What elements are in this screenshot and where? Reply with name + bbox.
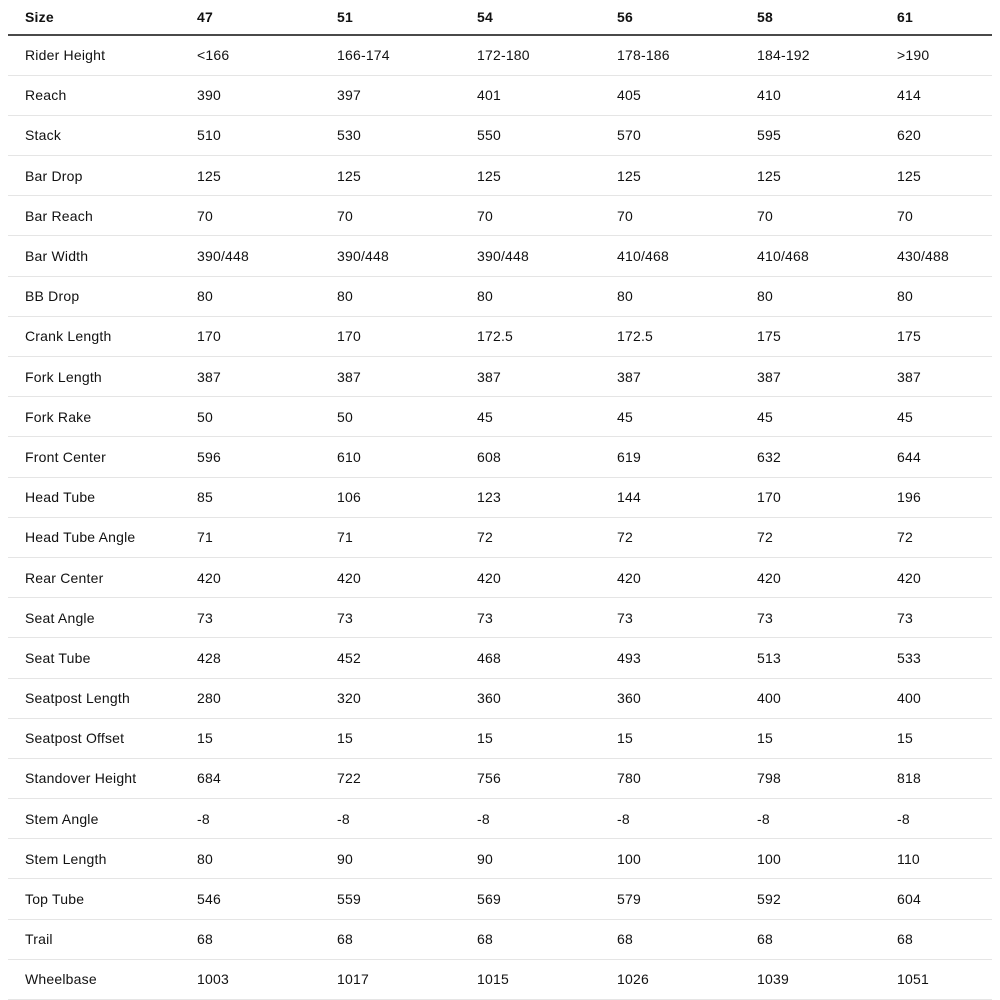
cell-value: 15 — [897, 718, 992, 758]
cell-value: 166-174 — [337, 35, 477, 75]
cell-value: 125 — [617, 156, 757, 196]
cell-value: 420 — [757, 557, 897, 597]
row-bar-reach — [8, 196, 992, 236]
cell-value: 420 — [477, 557, 617, 597]
cell-value: 414 — [897, 75, 992, 115]
row-label: Top Tube — [8, 879, 197, 919]
cell-value: 172.5 — [477, 316, 617, 356]
cell-value: 387 — [197, 357, 337, 397]
cell-value: 125 — [477, 156, 617, 196]
column-header-size: 58 — [757, 0, 897, 35]
cell-value: 45 — [757, 397, 897, 437]
cell-value: 280 — [197, 678, 337, 718]
cell-value: 468 — [477, 638, 617, 678]
cell-value: 1017 — [337, 959, 477, 999]
cell-value: 72 — [897, 517, 992, 557]
cell-value: 405 — [617, 75, 757, 115]
row-crank-length — [8, 316, 992, 356]
cell-value: 50 — [337, 397, 477, 437]
cell-value: 73 — [617, 598, 757, 638]
row-label: Stem Angle — [8, 799, 197, 839]
cell-value: 533 — [897, 638, 992, 678]
cell-value: 510 — [197, 115, 337, 155]
cell-value: 420 — [197, 557, 337, 597]
cell-value: 780 — [617, 758, 757, 798]
cell-value: 390/448 — [197, 236, 337, 276]
cell-value: 70 — [197, 196, 337, 236]
cell-value: 722 — [337, 758, 477, 798]
cell-value: 620 — [897, 115, 992, 155]
cell-value: 513 — [757, 638, 897, 678]
cell-value: 818 — [897, 758, 992, 798]
cell-value: 70 — [897, 196, 992, 236]
row-top-tube — [8, 879, 992, 919]
cell-value: 172.5 — [617, 316, 757, 356]
column-header-label: Size — [8, 0, 197, 35]
row-label: Front Center — [8, 437, 197, 477]
cell-value: 610 — [337, 437, 477, 477]
cell-value: 596 — [197, 437, 337, 477]
cell-value: 570 — [617, 115, 757, 155]
cell-value: 196 — [897, 477, 992, 517]
cell-value: 170 — [197, 316, 337, 356]
cell-value: 106 — [337, 477, 477, 517]
cell-value: 546 — [197, 879, 337, 919]
cell-value: 80 — [757, 276, 897, 316]
cell-value: 360 — [617, 678, 757, 718]
cell-value: 15 — [197, 718, 337, 758]
row-label: Bar Drop — [8, 156, 197, 196]
cell-value: 493 — [617, 638, 757, 678]
row-seat-angle — [8, 598, 992, 638]
row-rider-height — [8, 35, 992, 75]
row-standover-height — [8, 758, 992, 798]
row-label: Head Tube — [8, 477, 197, 517]
cell-value: 125 — [197, 156, 337, 196]
cell-value: 430/488 — [897, 236, 992, 276]
cell-value: 397 — [337, 75, 477, 115]
cell-value: 756 — [477, 758, 617, 798]
cell-value: 400 — [897, 678, 992, 718]
row-trail — [8, 919, 992, 959]
row-fork-length — [8, 357, 992, 397]
cell-value: 595 — [757, 115, 897, 155]
cell-value: 420 — [897, 557, 992, 597]
cell-value: 68 — [477, 919, 617, 959]
cell-value: 320 — [337, 678, 477, 718]
cell-value: 390 — [197, 75, 337, 115]
cell-value: 68 — [897, 919, 992, 959]
cell-value: 410/468 — [617, 236, 757, 276]
row-label: Crank Length — [8, 316, 197, 356]
cell-value: 15 — [337, 718, 477, 758]
cell-value: 632 — [757, 437, 897, 477]
row-label: Fork Rake — [8, 397, 197, 437]
cell-value: 559 — [337, 879, 477, 919]
cell-value: 1026 — [617, 959, 757, 999]
cell-value: 45 — [477, 397, 617, 437]
row-label: Seatpost Length — [8, 678, 197, 718]
row-label: Trail — [8, 919, 197, 959]
row-head-tube-angle — [8, 517, 992, 557]
row-reach — [8, 75, 992, 115]
cell-value: 592 — [757, 879, 897, 919]
row-label: Wheelbase — [8, 959, 197, 999]
cell-value: <166 — [197, 35, 337, 75]
row-label: Seat Tube — [8, 638, 197, 678]
cell-value: 390/448 — [337, 236, 477, 276]
row-wheelbase — [8, 959, 992, 999]
row-label: Rear Center — [8, 557, 197, 597]
cell-value: 123 — [477, 477, 617, 517]
cell-value: 71 — [197, 517, 337, 557]
cell-value: 410/468 — [757, 236, 897, 276]
cell-value: 72 — [477, 517, 617, 557]
row-label: Stack — [8, 115, 197, 155]
cell-value: >190 — [897, 35, 992, 75]
cell-value: 401 — [477, 75, 617, 115]
row-label: BB Drop — [8, 276, 197, 316]
cell-value: 80 — [897, 276, 992, 316]
cell-value: 45 — [617, 397, 757, 437]
cell-value: -8 — [757, 799, 897, 839]
cell-value: 85 — [197, 477, 337, 517]
cell-value: 100 — [757, 839, 897, 879]
row-label: Rider Height — [8, 35, 197, 75]
cell-value: 70 — [617, 196, 757, 236]
cell-value: 387 — [757, 357, 897, 397]
cell-value: 70 — [757, 196, 897, 236]
cell-value: -8 — [197, 799, 337, 839]
cell-value: 73 — [477, 598, 617, 638]
cell-value: 390/448 — [477, 236, 617, 276]
cell-value: 144 — [617, 477, 757, 517]
cell-value: 68 — [197, 919, 337, 959]
cell-value: 90 — [477, 839, 617, 879]
row-label: Seat Angle — [8, 598, 197, 638]
cell-value: 420 — [617, 557, 757, 597]
cell-value: 1003 — [197, 959, 337, 999]
column-header-size: 51 — [337, 0, 477, 35]
cell-value: 1051 — [897, 959, 992, 999]
cell-value: 68 — [617, 919, 757, 959]
cell-value: 604 — [897, 879, 992, 919]
row-label: Head Tube Angle — [8, 517, 197, 557]
cell-value: 452 — [337, 638, 477, 678]
cell-value: -8 — [477, 799, 617, 839]
cell-value: 410 — [757, 75, 897, 115]
cell-value: 73 — [757, 598, 897, 638]
column-header-size: 56 — [617, 0, 757, 35]
header-row — [8, 0, 992, 35]
row-seat-tube — [8, 638, 992, 678]
cell-value: -8 — [617, 799, 757, 839]
cell-value: 387 — [897, 357, 992, 397]
cell-value: 90 — [337, 839, 477, 879]
row-label: Bar Width — [8, 236, 197, 276]
row-stack — [8, 115, 992, 155]
cell-value: 579 — [617, 879, 757, 919]
cell-value: 387 — [617, 357, 757, 397]
cell-value: 73 — [337, 598, 477, 638]
row-rear-center — [8, 557, 992, 597]
row-label: Stem Length — [8, 839, 197, 879]
cell-value: 100 — [617, 839, 757, 879]
cell-value: 530 — [337, 115, 477, 155]
cell-value: 80 — [197, 839, 337, 879]
cell-value: 72 — [757, 517, 897, 557]
cell-value: 569 — [477, 879, 617, 919]
cell-value: 80 — [617, 276, 757, 316]
cell-value: 175 — [897, 316, 992, 356]
cell-value: 170 — [757, 477, 897, 517]
row-head-tube — [8, 477, 992, 517]
cell-value: 428 — [197, 638, 337, 678]
column-header-size: 47 — [197, 0, 337, 35]
cell-value: 80 — [337, 276, 477, 316]
cell-value: 420 — [337, 557, 477, 597]
row-label: Reach — [8, 75, 197, 115]
cell-value: 608 — [477, 437, 617, 477]
cell-value: 125 — [337, 156, 477, 196]
cell-value: 387 — [337, 357, 477, 397]
cell-value: 68 — [757, 919, 897, 959]
row-bb-drop — [8, 276, 992, 316]
row-label: Bar Reach — [8, 196, 197, 236]
cell-value: 400 — [757, 678, 897, 718]
cell-value: 175 — [757, 316, 897, 356]
row-front-center — [8, 437, 992, 477]
cell-value: -8 — [897, 799, 992, 839]
cell-value: 72 — [617, 517, 757, 557]
cell-value: 45 — [897, 397, 992, 437]
cell-value: 360 — [477, 678, 617, 718]
cell-value: 550 — [477, 115, 617, 155]
cell-value: 110 — [897, 839, 992, 879]
cell-value: 125 — [897, 156, 992, 196]
cell-value: 15 — [477, 718, 617, 758]
row-bar-width — [8, 236, 992, 276]
cell-value: 184-192 — [757, 35, 897, 75]
geometry-table — [8, 0, 992, 1000]
row-fork-rake — [8, 397, 992, 437]
cell-value: 15 — [617, 718, 757, 758]
cell-value: 172-180 — [477, 35, 617, 75]
column-header-size: 61 — [897, 0, 992, 35]
row-stem-angle — [8, 799, 992, 839]
cell-value: 798 — [757, 758, 897, 798]
cell-value: 644 — [897, 437, 992, 477]
row-label: Standover Height — [8, 758, 197, 798]
row-bar-drop — [8, 156, 992, 196]
row-stem-length — [8, 839, 992, 879]
cell-value: -8 — [337, 799, 477, 839]
cell-value: 71 — [337, 517, 477, 557]
cell-value: 178-186 — [617, 35, 757, 75]
cell-value: 1039 — [757, 959, 897, 999]
cell-value: 73 — [897, 598, 992, 638]
cell-value: 50 — [197, 397, 337, 437]
cell-value: 73 — [197, 598, 337, 638]
cell-value: 80 — [477, 276, 617, 316]
cell-value: 387 — [477, 357, 617, 397]
cell-value: 125 — [757, 156, 897, 196]
cell-value: 684 — [197, 758, 337, 798]
column-header-size: 54 — [477, 0, 617, 35]
cell-value: 70 — [477, 196, 617, 236]
row-seatpost-length — [8, 678, 992, 718]
row-label: Fork Length — [8, 357, 197, 397]
cell-value: 68 — [337, 919, 477, 959]
cell-value: 15 — [757, 718, 897, 758]
cell-value: 70 — [337, 196, 477, 236]
cell-value: 170 — [337, 316, 477, 356]
cell-value: 1015 — [477, 959, 617, 999]
row-seatpost-offset — [8, 718, 992, 758]
cell-value: 619 — [617, 437, 757, 477]
row-label: Seatpost Offset — [8, 718, 197, 758]
cell-value: 80 — [197, 276, 337, 316]
